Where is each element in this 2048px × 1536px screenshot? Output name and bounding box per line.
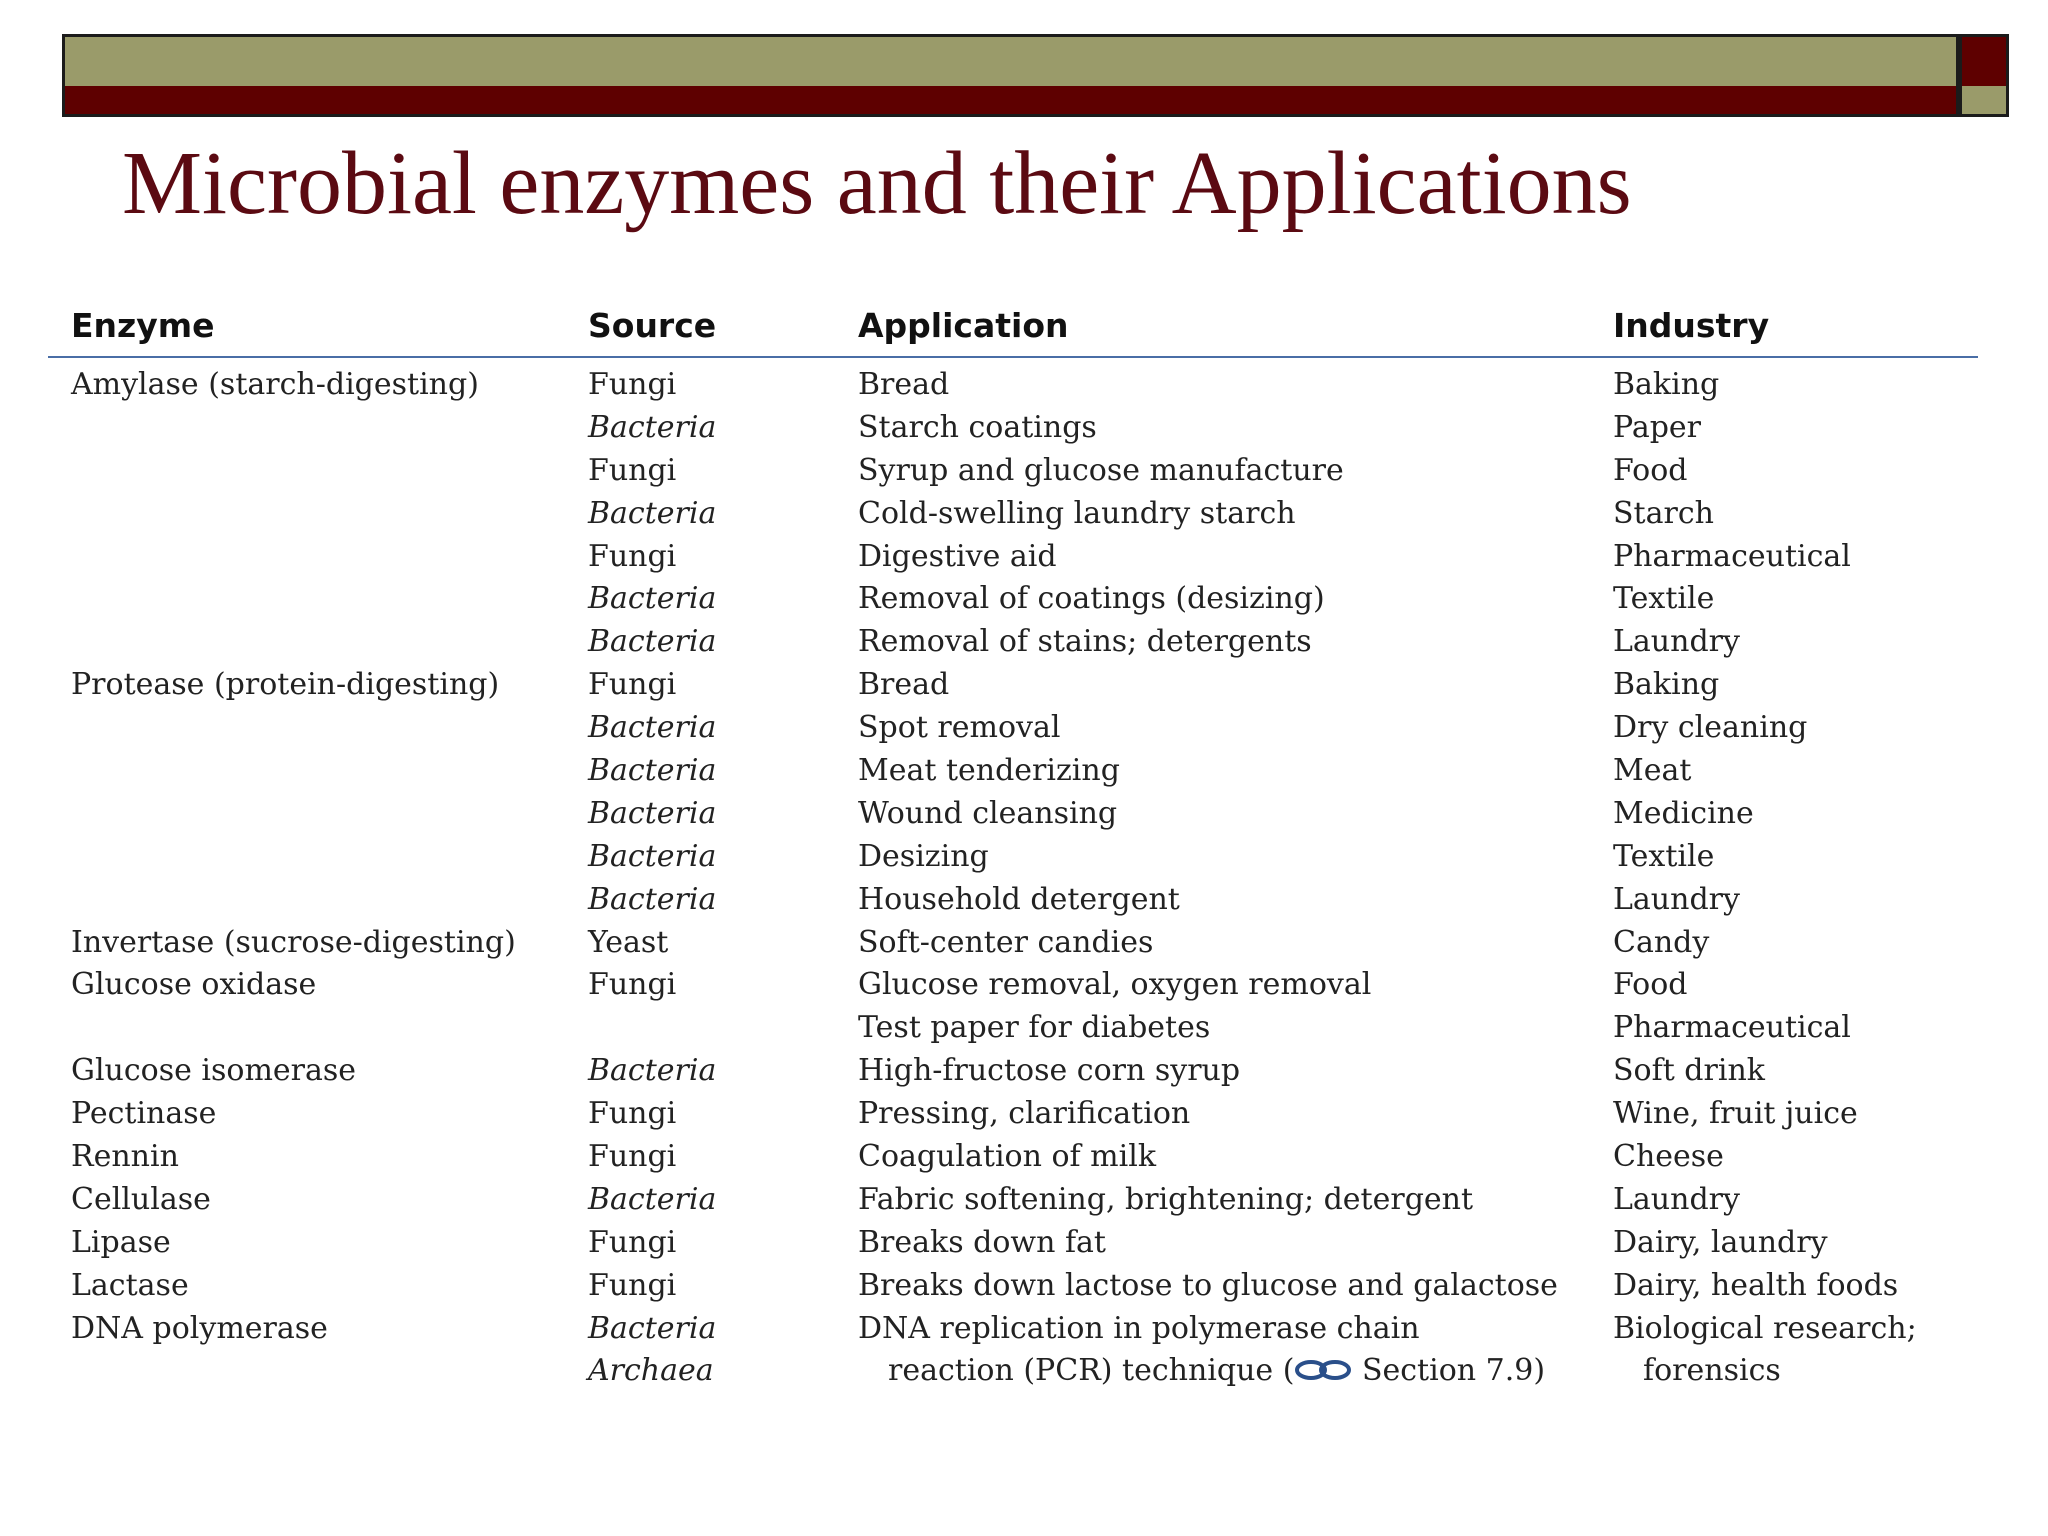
cell-source: Fungi (588, 1224, 677, 1260)
cell-industry: Paper (1613, 409, 1702, 445)
cell-application (858, 1350, 1545, 1393)
table-row (48, 879, 1978, 922)
table-row (48, 578, 1978, 621)
cell-source: Bacteria (588, 495, 717, 531)
cell-industry: Laundry (1613, 881, 1740, 917)
cell-source: Bacteria (588, 1310, 717, 1346)
cell-industry: Textile (1613, 581, 1715, 617)
table-row (48, 1350, 1978, 1393)
table-row (48, 750, 1978, 793)
cell-application: High-fructose corn syrup (858, 1053, 1241, 1089)
cell-industry: Laundry (1613, 624, 1740, 660)
cell-industry: Dairy, laundry (1613, 1224, 1828, 1260)
cell-industry: Meat (1613, 753, 1692, 789)
cell-application: Fabric softening, brightening; detergent (858, 1181, 1474, 1217)
table-row (48, 364, 1978, 407)
cell-industry: Medicine (1613, 795, 1754, 831)
table-row (48, 1007, 1978, 1050)
cell-application: Soft-center candies (858, 924, 1154, 960)
application-text-prefix: reaction (PCR) technique ( (888, 1353, 1295, 1389)
cell-application: Pressing, clarification (858, 1096, 1191, 1132)
cell-industry: Dry cleaning (1613, 710, 1808, 746)
table-row (48, 964, 1978, 1007)
cell-source: Fungi (588, 452, 677, 488)
cell-application: Coagulation of milk (858, 1139, 1156, 1175)
cell-industry: Starch (1613, 495, 1714, 531)
cell-enzyme: Glucose oxidase (71, 967, 317, 1003)
header-application: Application (858, 306, 1069, 345)
header-enzyme: Enzyme (71, 306, 215, 345)
table-row (48, 922, 1978, 965)
cell-industry: Pharmaceutical (1613, 538, 1851, 574)
cell-application: Syrup and glucose manufacture (858, 452, 1344, 488)
cell-application: Removal of coatings (desizing) (858, 581, 1325, 617)
corner-square-red (1959, 34, 2009, 86)
cell-enzyme: Cellulase (71, 1181, 211, 1217)
cell-application: Removal of stains; detergents (858, 624, 1312, 660)
cell-enzyme: Amylase (starch-digesting) (71, 367, 479, 402)
cell-application: Spot removal (858, 710, 1061, 746)
table-row (48, 1093, 1978, 1136)
cell-application: DNA replication in polymerase chain (858, 1310, 1420, 1346)
cell-industry: Cheese (1613, 1139, 1724, 1175)
table-row (48, 1050, 1978, 1093)
cell-application: Glucose removal, oxygen removal (858, 967, 1372, 1003)
cell-source: Bacteria (588, 710, 717, 746)
slide-title: Microbial enzymes and their Applications (122, 134, 1632, 233)
cell-application: Breaks down lactose to glucose and galactose (858, 1267, 1558, 1303)
table-row (48, 793, 1978, 836)
cell-enzyme: Glucose isomerase (71, 1053, 357, 1089)
cell-application: Breaks down fat (858, 1224, 1106, 1260)
cell-source: Bacteria (588, 1053, 717, 1089)
cell-source: Bacteria (588, 753, 717, 789)
table-row (48, 836, 1978, 879)
cell-industry: Dairy, health foods (1613, 1267, 1899, 1303)
cell-source: Bacteria (588, 624, 717, 660)
cell-source: Bacteria (588, 581, 717, 617)
cell-industry: Baking (1613, 667, 1720, 703)
header-source: Source (588, 306, 717, 345)
cell-source: Fungi (588, 367, 677, 402)
table-row (48, 1136, 1978, 1179)
cell-source: Bacteria (588, 409, 717, 445)
cell-application: Meat tenderizing (858, 753, 1120, 789)
cell-application: Wound cleansing (858, 795, 1118, 831)
cell-source: Fungi (588, 538, 677, 574)
table-row (48, 1222, 1978, 1265)
chain-link-icon[interactable] (1294, 1351, 1352, 1393)
header-band-olive (62, 34, 1959, 86)
cell-enzyme: Protease (protein-digesting) (71, 667, 500, 703)
table-row (48, 450, 1978, 493)
cell-industry: Baking (1613, 367, 1720, 402)
table-row (48, 621, 1978, 664)
cell-industry: Food (1613, 452, 1688, 488)
header-band-red (62, 86, 1959, 117)
table-header (48, 302, 1978, 358)
cell-enzyme: DNA polymerase (71, 1310, 328, 1346)
cell-application: Digestive aid (858, 538, 1057, 574)
table-row (48, 493, 1978, 536)
table-body (48, 358, 1978, 1393)
cell-industry: Food (1613, 967, 1688, 1003)
cell-source: Bacteria (588, 838, 717, 874)
cell-industry: Biological research; (1613, 1310, 1917, 1346)
table-row (48, 1308, 1978, 1351)
cell-enzyme: Pectinase (71, 1096, 217, 1132)
cell-application: Test paper for diabetes (858, 1010, 1211, 1046)
cell-industry: Wine, fruit juice (1613, 1096, 1858, 1132)
cell-industry: Soft drink (1613, 1053, 1765, 1089)
cell-source: Bacteria (588, 1181, 717, 1217)
corner-square-olive (1959, 86, 2009, 117)
cell-application: Cold-swelling laundry starch (858, 495, 1296, 531)
cell-source: Bacteria (588, 881, 717, 917)
cell-source: Fungi (588, 667, 677, 703)
cell-enzyme: Lipase (71, 1224, 171, 1260)
application-text-suffix: Section 7.9) (1352, 1353, 1546, 1389)
table-row (48, 536, 1978, 579)
cell-application: Desizing (858, 838, 989, 874)
cell-enzyme: Invertase (sucrose-digesting) (71, 924, 516, 960)
cell-source: Fungi (588, 1267, 677, 1303)
cell-industry: Laundry (1613, 1181, 1740, 1217)
table-row (48, 664, 1978, 707)
cell-application: Starch coatings (858, 409, 1097, 445)
cell-application: Bread (858, 367, 950, 402)
enzyme-table (48, 302, 1978, 1393)
cell-application: Bread (858, 667, 950, 703)
table-row (48, 1265, 1978, 1308)
cell-source: Fungi (588, 1139, 677, 1175)
table-row (48, 707, 1978, 750)
table-row (48, 407, 1978, 450)
cell-source: Fungi (588, 967, 677, 1003)
cell-source: Bacteria (588, 795, 717, 831)
cell-enzyme: Lactase (71, 1267, 189, 1303)
cell-source: Archaea (588, 1353, 714, 1389)
cell-industry: Candy (1613, 924, 1710, 960)
cell-source: Yeast (588, 924, 669, 960)
table-row (48, 1179, 1978, 1222)
cell-industry: forensics (1643, 1353, 1781, 1389)
header-industry: Industry (1613, 306, 1770, 345)
cell-industry: Pharmaceutical (1613, 1010, 1851, 1046)
cell-source: Fungi (588, 1096, 677, 1132)
cell-enzyme: Rennin (71, 1139, 179, 1175)
cell-application: Household detergent (858, 881, 1180, 917)
cell-industry: Textile (1613, 838, 1715, 874)
